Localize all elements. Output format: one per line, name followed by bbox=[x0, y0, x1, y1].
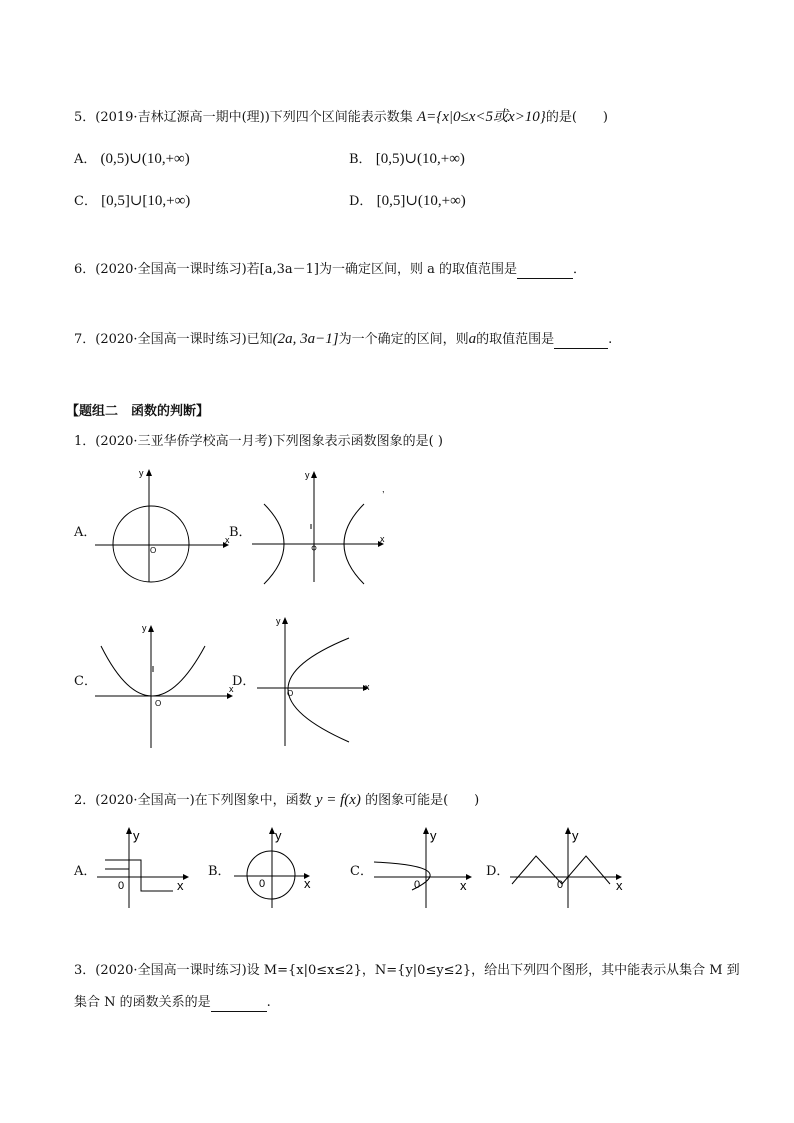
s3-source: (2020·全国高一课时练习) bbox=[95, 963, 247, 978]
s2-number: 2． bbox=[74, 793, 96, 808]
s2-graph-d-origin: 0 bbox=[557, 879, 564, 891]
q5-text-a: 下列四个区间能表示数集 bbox=[269, 110, 413, 125]
s3-text-b: 集合 N 的函数关系的是 bbox=[74, 995, 211, 1010]
q5-option-d-expr: [0,5]∪(10,+∞) bbox=[376, 193, 466, 209]
s2-label-d: D． bbox=[486, 864, 510, 879]
q7-source: (2020·全国高一课时练习) bbox=[95, 332, 247, 347]
q6-text-b: ． bbox=[573, 262, 587, 277]
q7-var: a bbox=[468, 331, 477, 347]
s1-source: (2020·三亚华侨学校高一月考) bbox=[95, 434, 273, 449]
s2-label-c: C． bbox=[350, 864, 373, 879]
s2-graph-b-x-label: x bbox=[304, 876, 311, 891]
s2-graph-b-y-label: y bbox=[275, 828, 282, 843]
s1-graph-c-parabola[interactable] bbox=[93, 620, 243, 750]
s1-graph-c-y-label: y bbox=[142, 623, 147, 633]
q6-text-a: 若[a,3a－1]为一确定区间，则 a 的取值范围是 bbox=[246, 262, 517, 277]
s1-graph-d-x-label: x bbox=[365, 682, 370, 692]
q5-option-a-expr: (0,5)∪(10,+∞) bbox=[100, 151, 190, 167]
s1-graph-a-circle[interactable] bbox=[93, 466, 233, 584]
s1-label-b: B． bbox=[229, 525, 252, 540]
q5-option-b[interactable] bbox=[349, 150, 465, 169]
section-heading: 【题组二 函数的判断】 bbox=[66, 404, 210, 419]
q6-stem bbox=[74, 261, 586, 279]
q5-set-expr: A={x|0≤x<5或x>10} bbox=[416, 109, 546, 125]
q5-option-c-expr: [0,5]∪[10,+∞) bbox=[101, 193, 191, 209]
s1-graph-d-sideways-parabola[interactable] bbox=[255, 616, 375, 748]
s2-graph-d-y-label: y bbox=[572, 828, 579, 843]
q6-answer-blank[interactable] bbox=[517, 262, 573, 279]
s1-label-c: C． bbox=[74, 674, 97, 689]
s1-graph-a-x-label: x bbox=[225, 535, 230, 545]
q7-answer-blank[interactable] bbox=[554, 332, 608, 349]
s3-text-c: . bbox=[266, 995, 271, 1010]
s1-graph-b-dot: , bbox=[382, 484, 385, 494]
s2-graph-d-x-label: x bbox=[616, 878, 623, 893]
s1-graph-c-origin: O bbox=[155, 699, 162, 708]
s2-graph-c-y-label: y bbox=[430, 828, 437, 843]
s2-graph-d-zigzag[interactable] bbox=[506, 826, 630, 910]
s2-source: (2020·全国高一) bbox=[95, 793, 195, 808]
s1-graph-b-hyperbola[interactable] bbox=[250, 468, 390, 586]
s2-text-a: 在下列图象中，函数 bbox=[194, 793, 312, 808]
q7-number: 7． bbox=[74, 332, 96, 347]
q7-text-a: 已知 bbox=[246, 332, 273, 347]
q5-number: 5． bbox=[74, 110, 96, 125]
s2-graph-c-origin: 0 bbox=[414, 879, 421, 891]
s1-graph-a-origin: O bbox=[150, 546, 157, 555]
q5-option-c[interactable] bbox=[74, 192, 190, 211]
q5-option-a[interactable] bbox=[74, 150, 190, 169]
s1-stem bbox=[74, 433, 443, 451]
s1-graph-d-y-label: y bbox=[276, 616, 281, 626]
s1-graph-c-x-label: x bbox=[229, 684, 234, 694]
s3-number: 3． bbox=[74, 963, 96, 978]
q5-option-b-label: B． bbox=[349, 152, 372, 167]
q6-number: 6． bbox=[74, 262, 96, 277]
q7-text-c: 的取值范围是 bbox=[476, 332, 555, 347]
q5-option-a-label: A． bbox=[74, 152, 97, 167]
s2-label-b: B． bbox=[208, 864, 231, 879]
q5-text-b: 的是( ) bbox=[545, 110, 608, 125]
q7-text-d: . bbox=[608, 332, 613, 347]
s2-graph-c-x-label: x bbox=[460, 878, 467, 893]
q7-interval: (2a, 3a−1] bbox=[272, 331, 339, 347]
q5-source: (2019·吉林辽源高一期中(理)) bbox=[95, 110, 270, 125]
s2-label-a: A． bbox=[74, 864, 97, 879]
s1-text: 下列图象表示函数图象的是( ) bbox=[272, 434, 443, 449]
s2-func: y = f(x) bbox=[315, 792, 361, 808]
s2-graph-a-y-label: y bbox=[133, 828, 140, 843]
s1-label-d: D． bbox=[232, 674, 256, 689]
s1-number: 1． bbox=[74, 434, 96, 449]
s1-graph-b-x-label: x bbox=[380, 534, 385, 544]
s1-graph-b-y-label: y bbox=[305, 470, 310, 480]
s2-graph-b-origin: 0 bbox=[259, 878, 266, 890]
s3-answer-blank[interactable] bbox=[211, 995, 267, 1012]
s2-graph-c-sideways-parabola[interactable] bbox=[372, 826, 482, 910]
s2-graph-a-step[interactable] bbox=[95, 826, 195, 910]
s1-graph-a-y-label: y bbox=[139, 468, 144, 478]
q5-option-c-label: C． bbox=[74, 194, 97, 209]
s2-stem bbox=[74, 791, 479, 810]
q5-option-d-label: D． bbox=[349, 194, 373, 209]
s1-label-a: A． bbox=[74, 525, 97, 540]
q5-stem bbox=[74, 108, 608, 127]
s3-stem-line1 bbox=[74, 962, 740, 980]
s2-graph-a-x-label: x bbox=[177, 878, 184, 893]
s1-graph-d-origin: O bbox=[287, 689, 294, 698]
q7-text-b: 为一个确定的区间，则 bbox=[338, 332, 469, 347]
s2-graph-a-origin: 0 bbox=[118, 880, 125, 892]
s2-text-b: 的图象可能是( ) bbox=[365, 793, 480, 808]
s2-graph-b-circle[interactable] bbox=[232, 826, 332, 910]
q7-stem bbox=[74, 330, 612, 349]
s3-text-a: 设 M={x|0≤x≤2}，N={y|0≤y≤2}，给出下列四个图形，其中能表示从集合 M 到 bbox=[246, 963, 740, 978]
q6-source: (2020·全国高一课时练习) bbox=[95, 262, 247, 277]
s3-stem-line2 bbox=[74, 994, 271, 1012]
q5-option-d[interactable] bbox=[349, 192, 466, 211]
q5-option-b-expr: [0,5)∪(10,+∞) bbox=[375, 151, 465, 167]
